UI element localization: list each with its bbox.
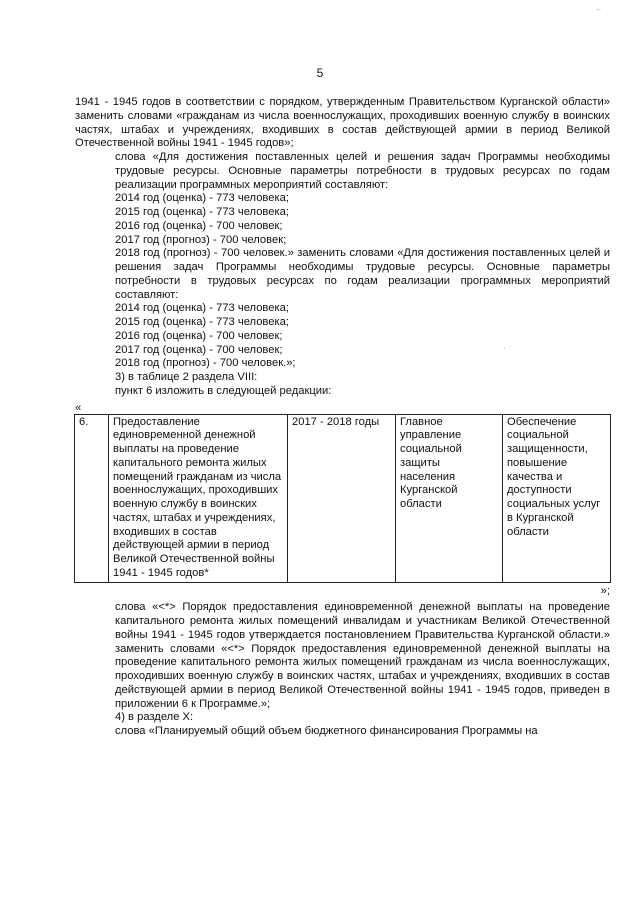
item-3: 3) в таблице 2 раздела VIII: (115, 371, 258, 383)
cell-number: 6. (75, 414, 109, 582)
paragraph-5: слова «Планируемый общий объем бюджетного финансирования Программы на (115, 725, 538, 737)
list-2 (75, 302, 610, 371)
list-item: 2016 год (оценка) - 700 человек; (115, 219, 283, 232)
quote-open: « (75, 401, 82, 414)
list-item: 2018 год (прогноз) - 700 человек.»; (115, 357, 296, 370)
cell-activity: Предоставление единовременной денежной выплаты на проведение капитального ремонта жилых помещений гражданам из числа военнослужащих, проходивших военную службу в воинских частях, штабах и учреждениях, входивших в состав действующей армии в период Великой Отечественной войны 1941 - 1945 годов* (109, 414, 288, 582)
corner-scan-mark: -· (596, 5, 602, 14)
list-item: 2015 год (оценка) - 773 человека; (115, 206, 289, 218)
paragraph-3: 2018 год (прогноз) - 700 человек.» заменить словами «Для достижения поставленных целей и решения задач Программы необходимы трудовые ресурсы. Основные параметры потребности в трудовых ресурсах по годам реализации программных мероприятий составляют: (115, 247, 610, 301)
document-body (75, 96, 610, 739)
list-item: 2016 год (оценка) - 700 человек; (115, 329, 283, 342)
item-4: 4) в разделе X: (115, 711, 194, 724)
quote-close: »; (600, 584, 610, 597)
paragraph-4: слова «<*> Порядок предоставления единовременной денежной выплаты на проведение капитального ремонта жилых помещений инвалидам и участникам Великой Отечественной войны 1941 - 1945 годов утверждается постановлением Правительства Курганской области.» заменить словами «<*> Порядок предоставления единовременной денежной выплаты на проведение капитального ремонта жилых помещений гражданам из числа военнослужащих, проходивших военную службу в воинских частях, штабах и учреждениях, входивших в состав действующей армии в период Великой Отечественной войны 1941 - 1945 годов, приведен в приложении 6 к Программе.»; (115, 601, 610, 710)
cell-result: Обеспечение социальной защищенности, повышение качества и доступности социальных услуг в Курганской области (503, 414, 611, 582)
paragraph-1: 1941 - 1945 годов в соответствии с порядком, утвержденным Правительством Курганской области» заменить словами «гражданам из числа военнослужащих, проходивших военную службу в воинских частях, штабах и учреждениях, входивших в состав действующей армии в период Великой Отечественной войны 1941 - 1945 годов»; (75, 96, 610, 150)
item-3-instruction: пункт 6 изложить в следующей редакции: (115, 384, 332, 397)
program-table (74, 414, 611, 583)
table-row (75, 414, 611, 582)
list-item: 2014 год (оценка) - 773 человека; (115, 192, 289, 205)
page-number: 5 (316, 66, 324, 80)
list-item: 2015 год (оценка) - 773 человека; (115, 316, 289, 328)
list-item: 2017 год (оценка) - 700 человек; (115, 343, 283, 356)
list-1 (75, 192, 610, 247)
paragraph-2: слова «Для достижения поставленных целей и решения задач Программы необходимы трудовые ресурсы. Основные параметры потребности в трудовых ресурсах по годам реализации программных мероприятий составляют: (115, 151, 610, 191)
list-item: 2017 год (прогноз) - 700 человек; (115, 233, 287, 246)
cell-period: 2017 - 2018 годы (288, 414, 396, 582)
scan-dot: · (503, 344, 506, 353)
cell-executor: Главное управление социальной защиты населения Курганской области (396, 414, 503, 582)
list-item: 2014 год (оценка) - 773 человека; (115, 302, 289, 315)
